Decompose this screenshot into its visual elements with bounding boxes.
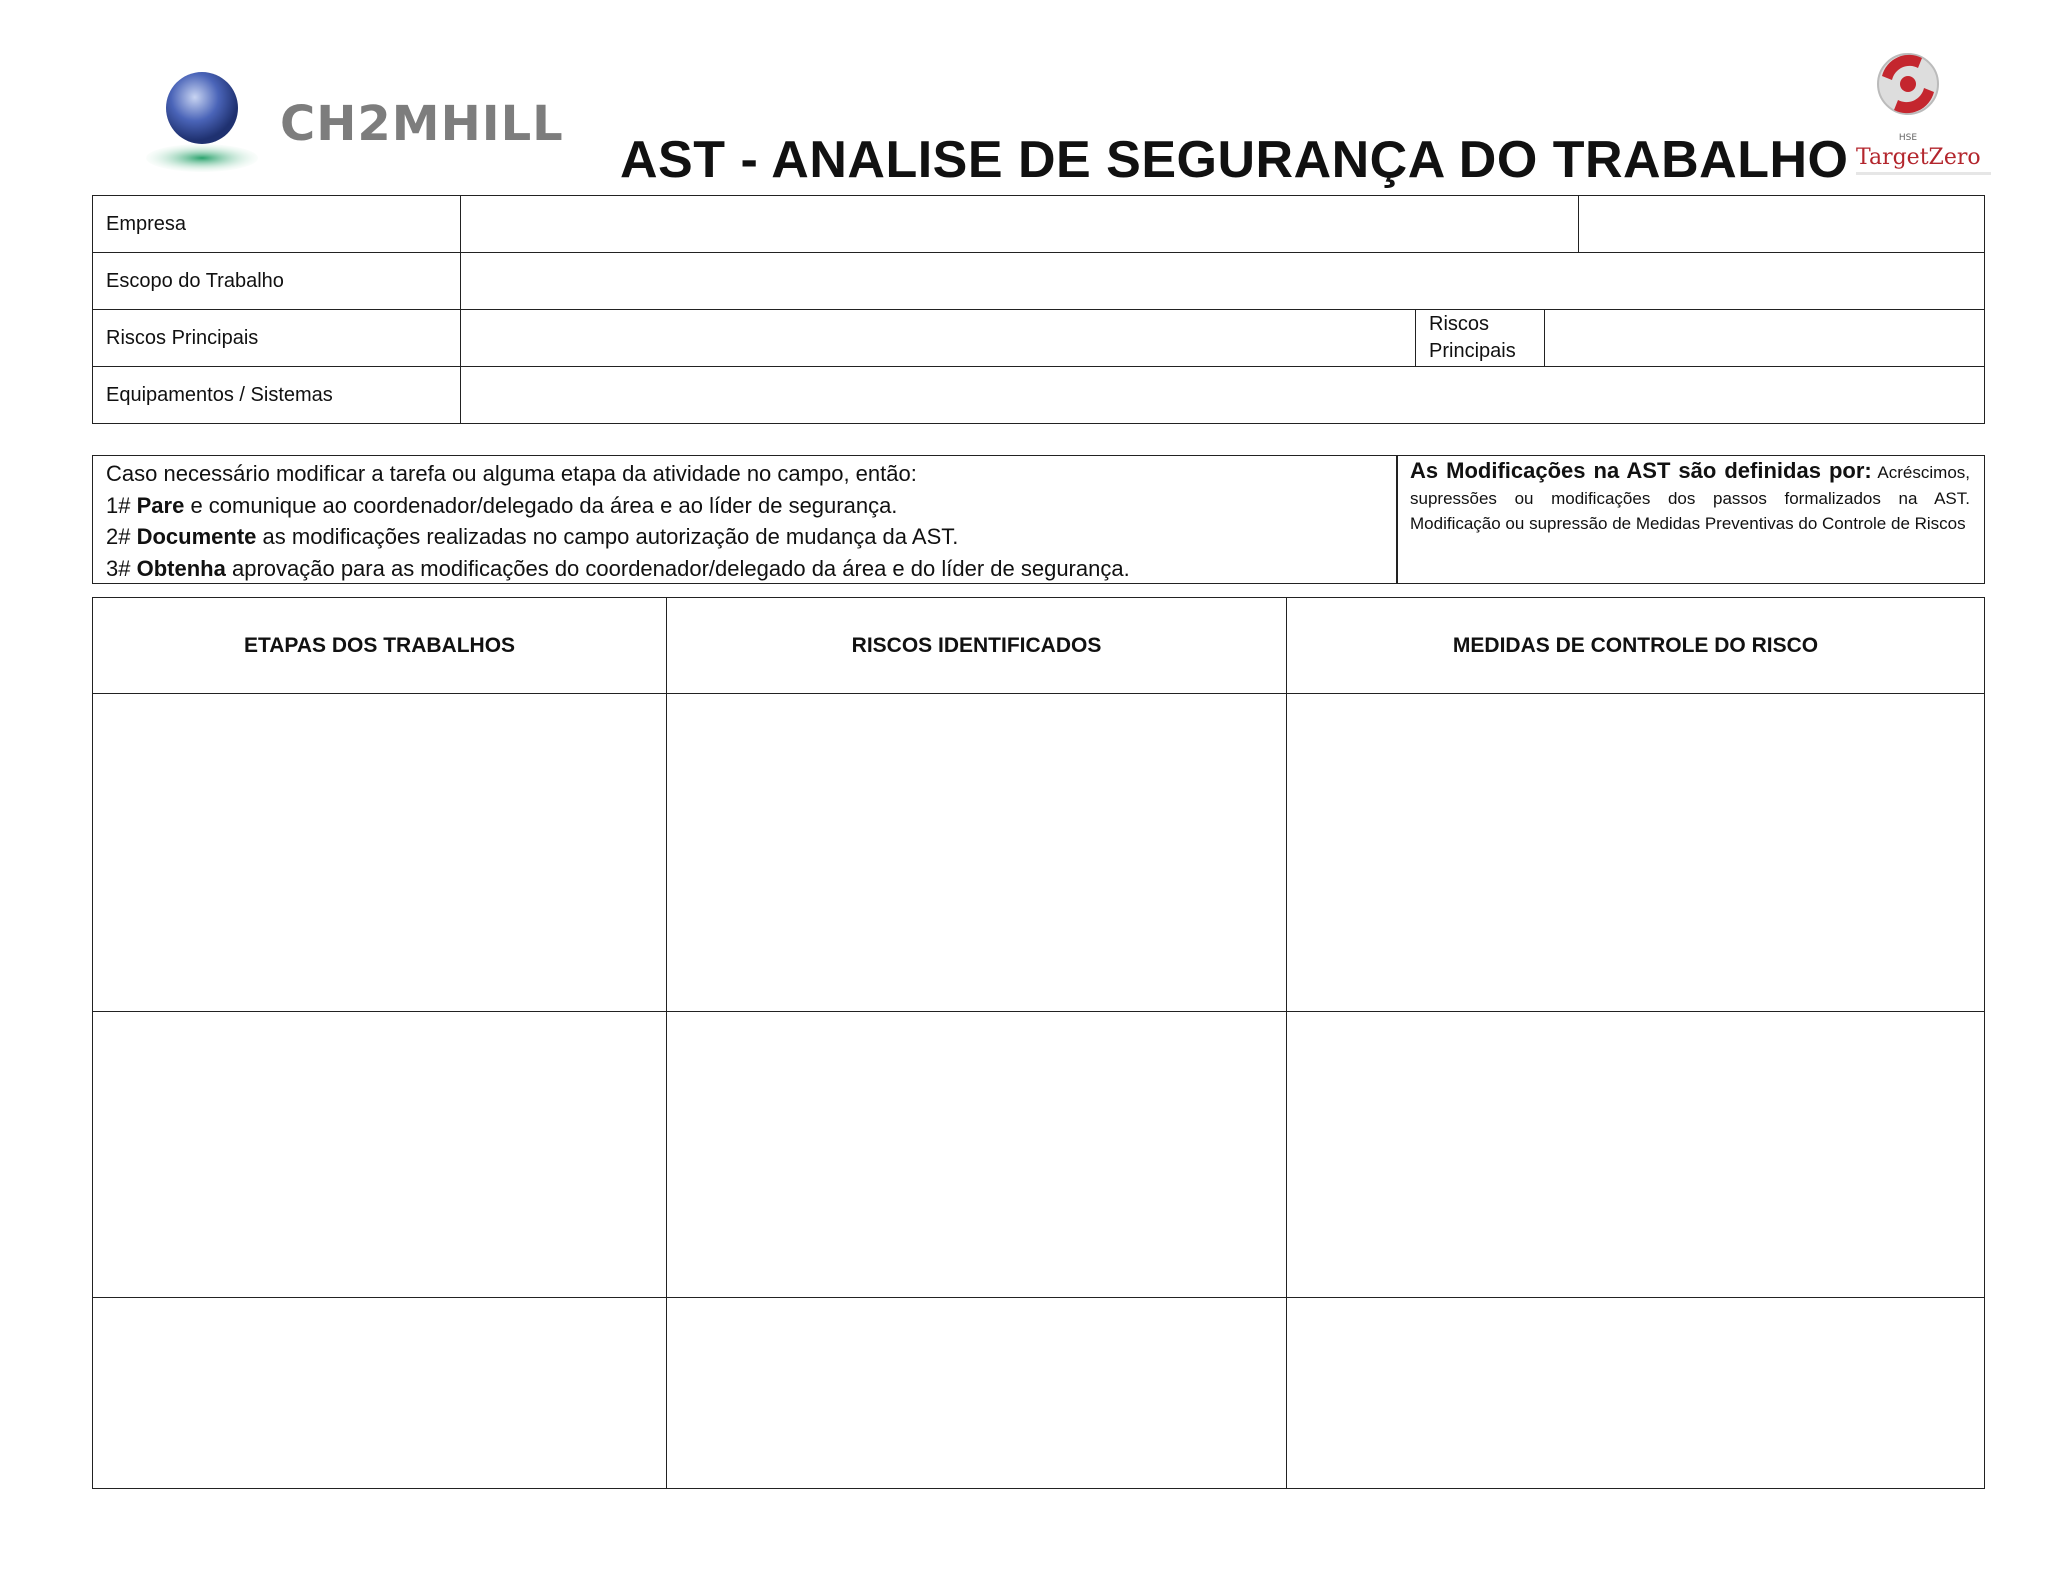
info-label-text: Riscos Principais (106, 326, 259, 349)
info-label-empresa (92, 195, 461, 253)
empresa-field[interactable] (460, 195, 1579, 253)
modifications-note-heading: As Modificações na AST são definidas por: (1410, 458, 1872, 483)
table-cell-riscos[interactable] (666, 693, 1287, 1012)
table-cell-medidas[interactable] (1286, 1297, 1985, 1489)
info-label-escopo (92, 252, 461, 310)
table-cell-etapas[interactable] (92, 693, 667, 1012)
info-label-riscos (92, 309, 461, 367)
escopo-field[interactable] (460, 252, 1985, 310)
empresa-extra-field[interactable] (1578, 195, 1985, 253)
instructions-intro: Caso necessário modificar a tarefa ou alguma etapa da atividade no campo, então: (106, 461, 917, 486)
instructions-text (106, 458, 1391, 584)
company-logo (140, 70, 620, 190)
instruction-step-1: 1# Pare e comunique ao coordenador/delegado da área e ao líder de segurança. (106, 492, 898, 518)
info-label-text: Escopo do Trabalho (106, 269, 284, 292)
column-header-riscos: RISCOS IDENTIFICADOS (666, 597, 1287, 694)
column-header-medidas: MEDIDAS DE CONTROLE DO RISCO (1286, 597, 1985, 694)
instructions-divider (1396, 455, 1398, 584)
table-cell-medidas[interactable] (1286, 693, 1985, 1012)
instruction-step-2: 2# Documente as modificações realizadas no campo autorização de mudança da AST. (106, 524, 959, 549)
instruction-step-3: 3# Obtenha aprovação para as modificações do coordenador/delegado da área e do líder de segurança. (106, 555, 1130, 581)
table-cell-riscos[interactable] (666, 1297, 1287, 1489)
table-cell-riscos[interactable] (666, 1011, 1287, 1298)
modifications-note (1410, 458, 1970, 537)
page-title: AST - ANALISE DE SEGURANÇA DO TRABALHO (620, 131, 1849, 189)
riscos-field[interactable] (460, 309, 1416, 367)
company-logo-text: CH2MHILL (280, 96, 564, 152)
target-zero-logo (1852, 36, 1997, 186)
modifications-note-text: Acréscimos, supressões ou modificações dos passos formalizados na AST. Modificação ou supressão de Medidas Preventivas do Controle de Riscos (1410, 463, 1970, 533)
svg-text:HSE: HSE (1898, 133, 1918, 143)
target-zero-logo-icon (1852, 36, 1997, 186)
info-label-text: Empresa (106, 212, 187, 235)
equipamentos-field[interactable] (460, 366, 1985, 424)
info-label-equipamentos (92, 366, 461, 424)
svg-text:TargetZero: TargetZero (1856, 145, 1981, 170)
info-label-text: Equipamentos / Sistemas (106, 383, 333, 406)
sphere-logo-icon (140, 70, 260, 180)
table-cell-etapas[interactable] (92, 1011, 667, 1298)
riscos-side-field[interactable] (1544, 309, 1985, 367)
info-side-label-text: Riscos Principais (1429, 313, 1516, 362)
info-side-label-riscos (1415, 309, 1545, 367)
column-header-etapas: ETAPAS DOS TRABALHOS (92, 597, 667, 694)
table-cell-etapas[interactable] (92, 1297, 667, 1489)
table-cell-medidas[interactable] (1286, 1011, 1985, 1298)
